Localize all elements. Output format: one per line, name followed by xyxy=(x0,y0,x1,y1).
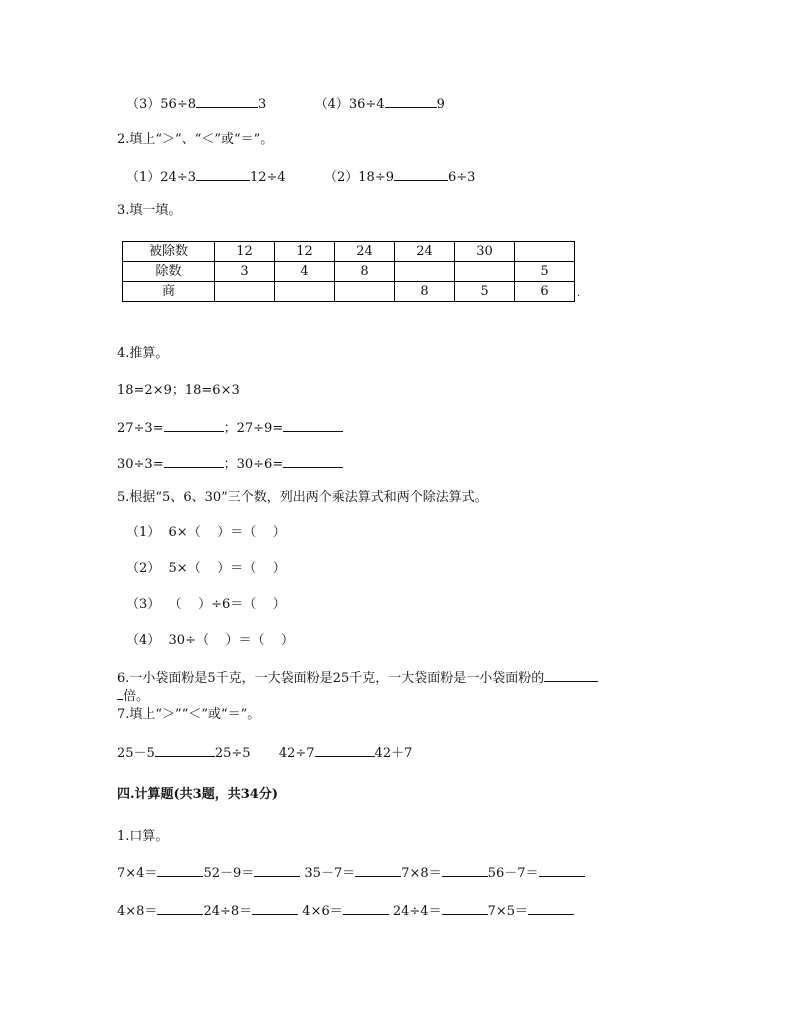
table-cell: 30 xyxy=(455,242,515,262)
q5-item-3: （3） （ ）÷6＝（ ） xyxy=(126,597,286,612)
calc-expr: 56－7＝ xyxy=(487,866,539,881)
q1-p3-label: （3） xyxy=(126,97,161,112)
calc-blank[interactable] xyxy=(157,864,203,877)
table-cell-empty[interactable] xyxy=(515,242,575,262)
q1-p4-blank[interactable] xyxy=(385,95,437,108)
calc-blank[interactable] xyxy=(254,864,300,877)
q4-line1 xyxy=(117,419,343,437)
q2-p2-label: （2） xyxy=(324,170,359,185)
table-cell: 3 xyxy=(215,262,275,282)
calc-blank[interactable] xyxy=(355,864,401,877)
q4-l2-blank2[interactable] xyxy=(283,455,343,468)
q5-title: 5.根据“5、6、30”三个数，列出两个乘法算式和两个除法算式。 xyxy=(117,490,488,505)
section4-title: 四.计算题(共3题，共34分) xyxy=(117,787,278,802)
table-cell: 6 xyxy=(515,282,575,302)
q7-row xyxy=(117,744,412,762)
q6-tail: 倍。 xyxy=(123,689,150,704)
q1-p3-right: 3 xyxy=(258,97,267,112)
table-cell: 12 xyxy=(275,242,335,262)
table-header-divisor: 除数 xyxy=(123,262,215,282)
q7-a-blank[interactable] xyxy=(155,744,215,757)
q4-l2-expr2: ；30÷6= xyxy=(223,457,284,472)
q4-line2 xyxy=(117,455,343,473)
q4-l2-expr1: 30÷3= xyxy=(117,457,164,472)
table-cell-empty[interactable] xyxy=(395,262,455,282)
calc-blank[interactable] xyxy=(157,902,203,915)
q2-p2-left: 18÷9 xyxy=(358,170,394,185)
table-header-quotient: 商 xyxy=(123,282,215,302)
calc-expr: 4×6＝ xyxy=(302,904,343,919)
q1-p3-blank[interactable] xyxy=(196,95,258,108)
calc-expr: 4×8＝ xyxy=(117,904,158,919)
table-row-divisor xyxy=(123,262,575,282)
section4-q1-title: 1.口算。 xyxy=(117,829,169,844)
q4-l1-expr2: ；27÷9= xyxy=(223,421,284,436)
q7-b-right: 42＋7 xyxy=(374,746,413,761)
q4-l1-blank1[interactable] xyxy=(164,419,224,432)
calc-expr: 35－7＝ xyxy=(304,866,356,881)
q5-item-1: （1） 6×（ ）＝（ ） xyxy=(126,525,286,540)
q1-p4-label: （4） xyxy=(314,97,349,112)
table-cell: 5 xyxy=(455,282,515,302)
q7-a-left: 25－5 xyxy=(117,746,155,761)
q4-l2-blank1[interactable] xyxy=(164,455,224,468)
q4-example: 18=2×9；18=6×3 xyxy=(117,383,240,398)
calc-blank[interactable] xyxy=(442,864,488,877)
table-cell: 24 xyxy=(335,242,395,262)
calc-expr: 24÷4＝ xyxy=(392,904,442,919)
table-cell: 8 xyxy=(335,262,395,282)
q2-p1-label: （1） xyxy=(126,170,161,185)
q2-p2-blank[interactable] xyxy=(394,168,448,181)
table-cell: 24 xyxy=(395,242,455,262)
q2-p1-left: 24÷3 xyxy=(160,170,196,185)
q6-tail-line xyxy=(117,687,149,705)
division-table xyxy=(122,241,575,302)
table-cell-empty[interactable] xyxy=(275,282,335,302)
q2-title: 2.填上“＞”、“＜”或“＝”。 xyxy=(117,132,274,147)
calc-expr: 7×4＝ xyxy=(117,866,158,881)
oral-calc-row-2 xyxy=(117,902,574,920)
calc-blank[interactable] xyxy=(528,902,574,915)
q7-a-right: 25÷5 xyxy=(214,746,251,761)
q1-p4-right: 9 xyxy=(436,97,445,112)
calc-blank[interactable] xyxy=(343,902,389,915)
q1-row xyxy=(126,95,445,113)
calc-blank[interactable] xyxy=(442,902,488,915)
q6-question: 6.一小袋面粉是5千克，一大袋面粉是25千克，一大袋面粉是一小袋面粉的 xyxy=(117,671,545,686)
table-row-quotient xyxy=(123,282,575,302)
calc-expr: 7×8＝ xyxy=(401,866,442,881)
table-row-dividend xyxy=(123,242,575,262)
table-cell: 5 xyxy=(515,262,575,282)
calc-expr: 52－9＝ xyxy=(203,866,255,881)
q2-p1-right: 12÷4 xyxy=(250,170,286,185)
table-cell-empty[interactable] xyxy=(215,282,275,302)
q7-title: 7.填上“＞”“＜”或“＝”。 xyxy=(117,707,261,722)
calc-expr: 24÷8＝ xyxy=(203,904,253,919)
q4-title: 4.推算。 xyxy=(117,346,169,361)
q5-item-4: （4） 30÷（ ）＝（ ） xyxy=(126,633,295,648)
q3-title: 3.填一填。 xyxy=(117,203,182,218)
q4-l1-expr1: 27÷3= xyxy=(117,421,164,436)
table-header-dividend: 被除数 xyxy=(123,242,215,262)
q5-item-2: （2） 5×（ ）＝（ ） xyxy=(126,561,286,576)
q4-l1-blank2[interactable] xyxy=(283,419,343,432)
calc-blank[interactable] xyxy=(252,902,298,915)
oral-calc-row-1 xyxy=(117,864,585,882)
q7-b-blank[interactable] xyxy=(315,744,375,757)
q1-p3-left: 56÷8 xyxy=(160,97,196,112)
calc-blank[interactable] xyxy=(539,864,585,877)
q7-b-left: 42÷7 xyxy=(278,746,315,761)
table-cell-empty[interactable] xyxy=(335,282,395,302)
table-cell: 4 xyxy=(275,262,335,282)
calc-expr: 7×5＝ xyxy=(487,904,529,919)
q6-blank[interactable] xyxy=(544,669,598,682)
table-cell: 12 xyxy=(215,242,275,262)
trailing-mark: . xyxy=(577,288,581,299)
q2-row xyxy=(126,168,475,186)
q6-text xyxy=(117,669,598,687)
table-cell: 8 xyxy=(395,282,455,302)
q2-p2-right: 6÷3 xyxy=(448,170,476,185)
q1-p4-left: 36÷4 xyxy=(348,97,385,112)
q2-p1-blank[interactable] xyxy=(196,168,250,181)
table-cell-empty[interactable] xyxy=(455,262,515,282)
